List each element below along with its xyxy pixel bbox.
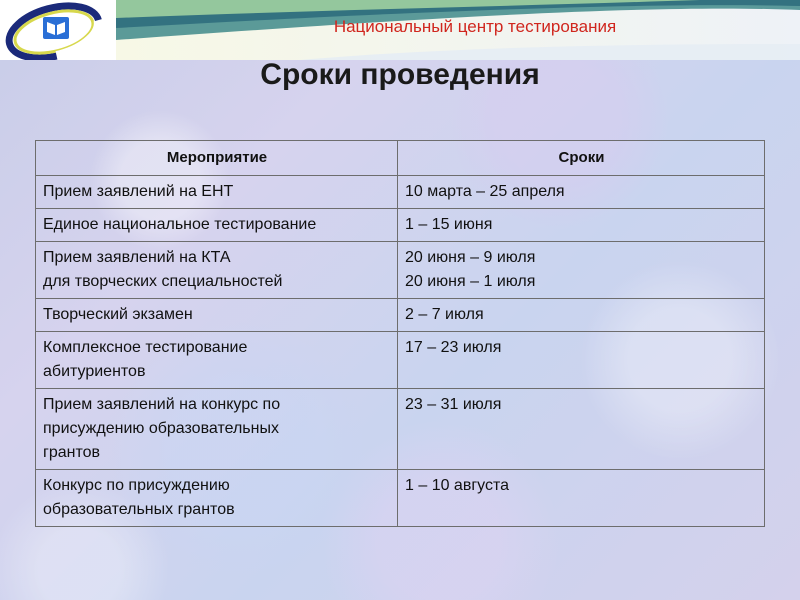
table-row bbox=[36, 470, 765, 527]
dates-cell bbox=[398, 242, 765, 299]
event-cell bbox=[36, 242, 398, 299]
dates-cell bbox=[398, 470, 765, 527]
event-cell bbox=[36, 389, 398, 470]
event-text: Прием заявлений на ЕНТ bbox=[43, 183, 234, 200]
event-cell bbox=[36, 470, 398, 527]
dates-cell bbox=[398, 176, 765, 209]
column-header-event: Мероприятие bbox=[36, 141, 398, 176]
table-row bbox=[36, 176, 765, 209]
column-header-dates: Сроки bbox=[398, 141, 765, 176]
table-body bbox=[36, 176, 765, 527]
event-cell bbox=[36, 332, 398, 389]
dates-cell bbox=[398, 389, 765, 470]
table-row bbox=[36, 389, 765, 470]
dates-cell bbox=[398, 299, 765, 332]
dates-text: 1 – 10 августа bbox=[405, 477, 510, 494]
table-row bbox=[36, 209, 765, 242]
table-header-row bbox=[36, 141, 765, 176]
event-text: грантов bbox=[43, 444, 101, 461]
event-text: для творческих специальностей bbox=[43, 273, 283, 290]
event-cell bbox=[36, 299, 398, 332]
schedule-table bbox=[35, 140, 765, 527]
event-text: абитуриентов bbox=[43, 363, 146, 380]
event-text: Прием заявлений на конкурс по bbox=[43, 396, 281, 413]
event-cell bbox=[36, 176, 398, 209]
table-row bbox=[36, 242, 765, 299]
dates-text: 10 марта – 25 апреля bbox=[405, 183, 565, 200]
event-text: Единое национальное тестирование bbox=[43, 216, 317, 233]
header-band bbox=[0, 0, 800, 60]
event-text: Комплексное тестирование bbox=[43, 339, 248, 356]
dates-text: 23 – 31 июля bbox=[405, 396, 502, 413]
event-cell bbox=[36, 209, 398, 242]
logo bbox=[0, 0, 116, 60]
event-text: Конкурс по присуждению bbox=[43, 477, 230, 494]
event-text: образовательных грантов bbox=[43, 501, 235, 518]
table-row bbox=[36, 332, 765, 389]
page-title: Сроки проведения bbox=[260, 58, 540, 91]
dates-text: 1 – 15 июня bbox=[405, 216, 493, 233]
dates-text: 17 – 23 июля bbox=[405, 339, 502, 356]
table-row bbox=[36, 299, 765, 332]
dates-cell bbox=[398, 332, 765, 389]
dates-text: 20 июня – 1 июля bbox=[405, 273, 536, 290]
event-text: присуждению образовательных bbox=[43, 420, 279, 437]
organization-name: Национальный центр тестирования bbox=[333, 17, 617, 36]
event-text: Творческий экзамен bbox=[43, 306, 193, 323]
dates-text: 2 – 7 июля bbox=[405, 306, 484, 323]
dates-cell bbox=[398, 209, 765, 242]
dates-text: 20 июня – 9 июля bbox=[405, 249, 536, 266]
event-text: Прием заявлений на КТА bbox=[43, 249, 231, 266]
